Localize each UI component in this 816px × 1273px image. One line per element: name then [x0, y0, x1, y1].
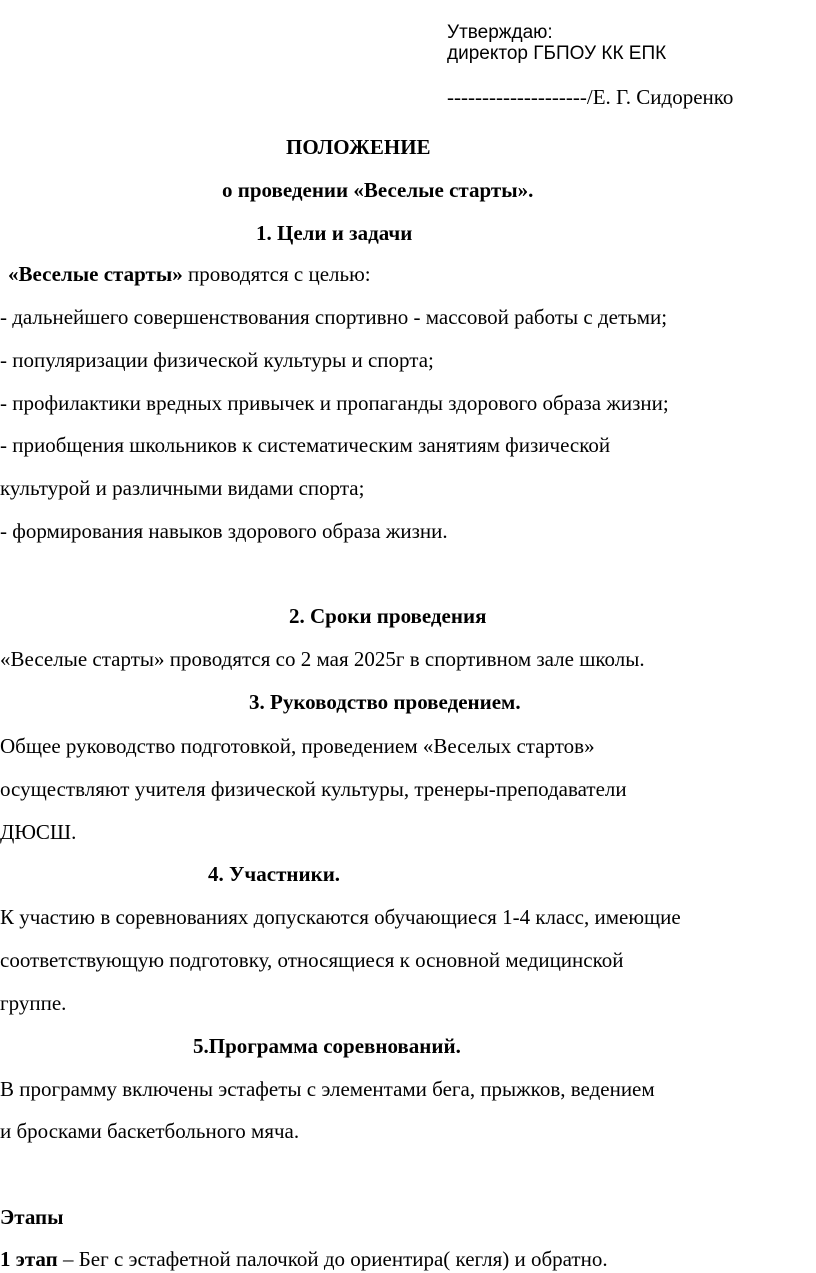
- section1-item: культурой и различными видами спорта;: [0, 476, 365, 500]
- section4-line: К участию в соревнованиях допускаются обучающиеся 1-4 класс, имеющие: [0, 905, 681, 929]
- section2-heading: 2. Сроки проведения: [289, 604, 487, 628]
- section1-item: - дальнейшего совершенствования спортивно - массовой работы с детьми;: [0, 305, 668, 329]
- section4-heading: 4. Участники.: [208, 862, 341, 886]
- section1-item: - популяризации физической культуры и спорта;: [0, 348, 434, 372]
- section3-line: осуществляют учителя физической культуры, тренеры-преподаватели: [0, 777, 627, 801]
- section5-line: и бросками баскетбольного мяча.: [0, 1119, 300, 1143]
- section4-line: соответствующую подготовку, относящиеся к основной медицинской: [0, 948, 624, 972]
- stage-1-text: – Бег с эстафетной палочкой до ориентира( кегля) и обратно.: [57, 1247, 608, 1271]
- section4-line: группе.: [0, 991, 67, 1015]
- document-subtitle: о проведении «Веселые старты».: [222, 178, 534, 202]
- document-title: ПОЛОЖЕНИЕ: [286, 135, 431, 159]
- section3-line: Общее руководство подготовкой, проведением «Веселых стартов»: [0, 734, 595, 758]
- approval-line-1: Утверждаю:: [447, 22, 553, 43]
- section1-item: - формирования навыков здорового образа жизни.: [0, 519, 448, 543]
- approval-signature: --------------------/Е. Г. Сидоренко: [447, 85, 734, 109]
- section1-item: - профилактики вредных привычек и пропаганды здорового образа жизни;: [0, 391, 669, 415]
- section2-text: «Веселые старты» проводятся со 2 мая 2025г в спортивном зале школы.: [0, 647, 645, 671]
- stages-heading: Этапы: [0, 1205, 64, 1229]
- section1-intro-rest: проводятся с целью:: [182, 262, 371, 286]
- section1-item: - приобщения школьников к систематическим занятиям физической: [0, 433, 611, 457]
- section1-heading: 1. Цели и задачи: [256, 221, 413, 245]
- section3-heading: 3. Руководство проведением.: [249, 690, 521, 714]
- section5-line: В программу включены эстафеты с элементами бега, прыжков, ведением: [0, 1077, 655, 1101]
- stage-1-label: 1 этап: [0, 1247, 58, 1271]
- section5-heading: 5.Программа соревнований.: [193, 1034, 461, 1058]
- section1-intro: [8, 261, 371, 287]
- section3-line: ДЮСШ.: [0, 820, 77, 844]
- approval-line-2: директор ГБПОУ КК ЕПК: [447, 43, 667, 64]
- section1-intro-bold: «Веселые старты»: [8, 262, 183, 286]
- stage-1: [0, 1246, 608, 1272]
